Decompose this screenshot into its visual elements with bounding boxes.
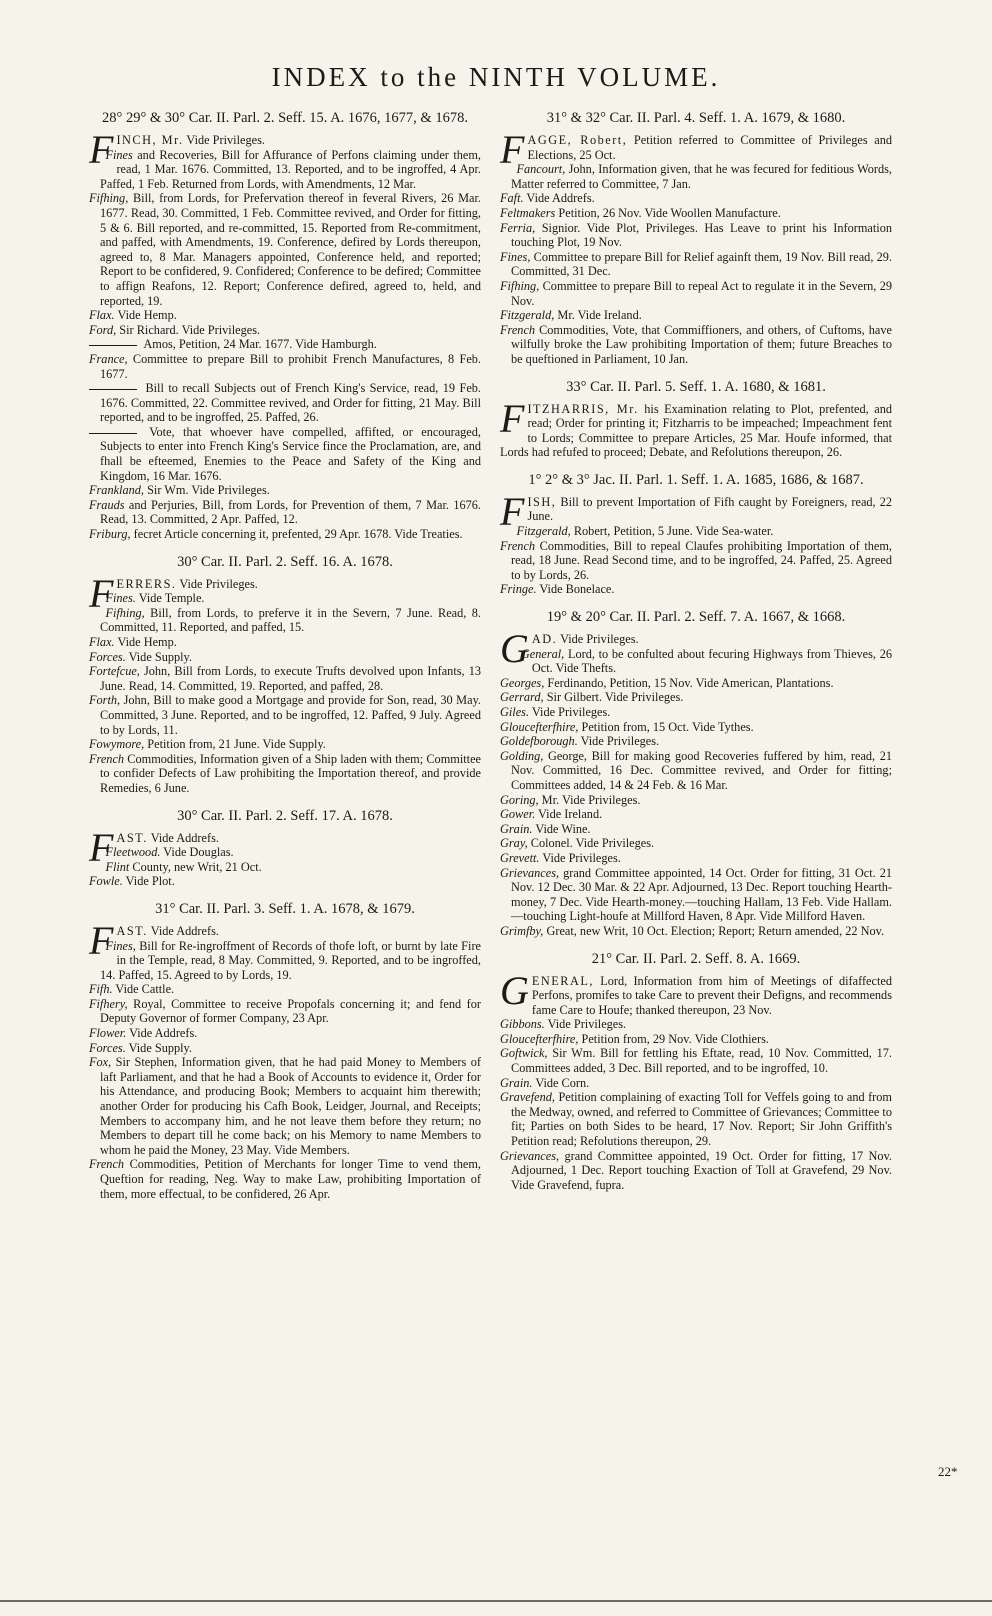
index-entry — [89, 650, 481, 665]
entry-text: Sir Richard. Vide Privileges. — [116, 322, 261, 337]
entry-head: Fines, — [105, 938, 136, 953]
entry-text: Amos, Petition, 24 Mar. 1677. Vide Hamburgh. — [141, 337, 377, 352]
entry-text: Robert, Petition, 5 June. Vide Sea-water. — [570, 524, 774, 539]
index-entry — [89, 498, 481, 527]
entry-text: Vide Addrefs. — [523, 191, 595, 206]
index-entry — [89, 939, 481, 983]
ditto-dash — [89, 433, 137, 434]
index-entry — [500, 279, 892, 308]
entry-text: Vide Ireland. — [535, 807, 603, 822]
index-entry — [89, 982, 481, 997]
entry-text: Royal, Committee to receive Propofals concerning it; and fend for Deputy Governor of former Company, 23 Apr. — [100, 996, 481, 1026]
index-entry — [89, 591, 481, 606]
entry-text: Vide Addrefs. — [147, 923, 219, 938]
index-entry — [89, 425, 481, 483]
index-entry — [89, 148, 481, 192]
entry-head: Grain. — [500, 1075, 533, 1090]
entry-head: Fleetwood. — [105, 845, 161, 860]
entry-head: ITZHARRIS, Mr. — [527, 401, 639, 416]
entry-head: French — [500, 538, 536, 553]
entry-text: Vote, that whoever have compelled, affifted, or encouraged, Subjects to enter into French King's Service fince the Proclamation, are, and fhall be efteemed, Enemies to the Peace and Safety of the King and Kingdom, 16 Mar. 1676. — [100, 424, 481, 483]
entry-head: Frankland, — [89, 483, 144, 498]
index-entry — [500, 749, 892, 793]
entry-text: Vide Addrefs. — [147, 830, 219, 845]
entry-text: and Recoveries, Bill for Affurance of Perfons claiming under them, read, 1 Mar. 1676. Committed, 13. Reported, and to be ingroffed, 4 Apr. Paffed, 1 Feb. Returned from Lords, with Amendments, 12 Mar. — [100, 147, 481, 191]
entry-text: Vide Wine. — [532, 821, 591, 836]
index-entry — [500, 734, 892, 749]
session-heading: 31° Car. II. Parl. 3. Seff. 1. A. 1678, & 1679. — [155, 900, 415, 917]
index-entry — [500, 206, 892, 221]
entry-text: grand Committee appointed, 19 Oct. Order for fitting, 17 Nov. Adjourned, 1 Dec. Report touching Exaction of Toll at Gravefend, 29 Nov. Vide Gravefend, fupra. — [511, 1148, 892, 1192]
entry-text: Committee to prepare Bill for Relief againft them, 19 Nov. Bill read, 29. Committed, 31 Dec. — [511, 249, 892, 279]
index-entry — [500, 582, 892, 597]
entry-text: Committee to prepare Bill to prohibit French Manufactures, 8 Feb. 1677. — [100, 351, 481, 381]
index-entry — [89, 693, 481, 737]
entry-text: Vide Privileges. — [183, 133, 265, 147]
index-entry — [500, 967, 892, 1018]
entry-head: Fowle. — [89, 874, 123, 889]
index-entry — [89, 737, 481, 752]
page-title: INDEX to the NINTH VOLUME. — [271, 62, 721, 92]
entry-head: Gower. — [500, 807, 536, 822]
entry-head: Forces. — [89, 1040, 126, 1055]
index-column-right — [500, 110, 892, 1192]
entry-head: ERRERS. — [116, 576, 177, 591]
entry-text: Mr. Vide Privileges. — [538, 792, 641, 807]
index-entry — [500, 1076, 892, 1091]
entry-head: Grain. — [500, 821, 533, 836]
index-entry — [500, 221, 892, 250]
index-entry — [89, 483, 481, 498]
entry-text: Vide Privileges. — [176, 576, 258, 591]
session-block — [89, 901, 481, 1201]
entry-head: France, — [89, 351, 128, 366]
entry-text: Vide Cattle. — [112, 982, 175, 997]
entry-head: Fines. — [105, 591, 136, 606]
entry-head: Fitzgerald, — [500, 308, 555, 323]
entry-head: Georges, — [500, 675, 545, 690]
entry-text: Sir Gilbert. Vide Privileges. — [543, 690, 684, 705]
index-entry — [89, 527, 481, 542]
entry-head: Feltmakers — [500, 205, 556, 220]
index-entry — [500, 191, 892, 206]
entry-text: Sir Stephen, Information given, that he had paid Money to Members of laft Parliament, and that he had a Book of Accounts to evidence it, Order for his Attendance, and producing Book; Members to acquaint him therewith; another Order for producing his Cafh Book, Leidger, Journal, and Receipts; Members to accompany him, and he not leave them before they return; no Members to depart till he come back; on his Memory to name Members to whom he paid the Money, 23 May. Vide Members. — [100, 1055, 481, 1157]
entry-head: Fringe. — [500, 582, 537, 597]
drop-cap: G — [500, 967, 529, 1013]
entry-head: AD. — [531, 632, 558, 647]
entry-head: Fifhing, — [89, 191, 129, 206]
index-entry — [500, 866, 892, 924]
entry-head: AST. — [116, 923, 148, 938]
entry-text: John, Bill to make good a Mortgage and provide for Son, read, 30 May. Committed, 3 June. Reported, and to be ingroffed, 12. Paffed, 9 July. Agreed to by Lords, 11. — [100, 693, 481, 737]
index-entry — [500, 851, 892, 866]
entry-text: Sir Wm. Bill for fettling his Eftate, read, 10 Nov. Committed, 17. Committees added, 3 Dec. Bill reported, and to be ingroffed, 10. — [511, 1046, 892, 1076]
entry-head: French — [89, 1157, 125, 1172]
index-entry — [89, 997, 481, 1026]
entry-text: fecret Article concerning it, prefented, 29 Apr. 1678. Vide Treaties. — [130, 527, 463, 542]
entry-head: AGGE, Robert, — [527, 133, 628, 147]
entry-text: Vide Bonelace. — [536, 582, 615, 597]
entry-head: Fitzgerald, — [516, 524, 571, 539]
entry-head: Gravefend, — [500, 1090, 555, 1105]
entry-head: Gerrard, — [500, 690, 544, 705]
entry-text: Bill to recall Subjects out of French King's Service, read, 19 Feb. 1676. Committed, 22. Committee revived, and Order for fitting, 21 May. Bill reported, and to be ingroffed, 25. Paffed, 26. — [100, 381, 481, 425]
index-entry — [89, 860, 481, 875]
entry-head: Fowymore, — [89, 737, 145, 752]
entry-text: Commodities, Bill to repeal Claufes prohibiting Importation of them, read, 18 June. Read Second time, and to be ingroffed, 24. Paffed, 25. Agreed to by Lords, 26. — [511, 538, 892, 582]
index-entry — [500, 308, 892, 323]
entry-head: INCH, Mr. — [116, 133, 184, 147]
index-entry — [89, 1157, 481, 1201]
drop-cap: F — [500, 488, 525, 534]
entry-head: Gray, — [500, 836, 528, 851]
index-entry — [500, 793, 892, 808]
entry-head: Forces. — [89, 649, 126, 664]
entry-head: AST. — [116, 830, 148, 845]
entry-text: and Perjuries, Bill, from Lords, for Prevention of them, 7 Mar. 1676. Read, 13. Committed, 2 Apr. Paffed, 12. — [100, 497, 481, 527]
index-entry — [500, 524, 892, 539]
entry-text: Lord, to be confulted about fecuring Highways from Thieves, 26 Oct. Vide Thefts. — [531, 646, 892, 676]
index-entry — [89, 635, 481, 650]
entry-text: John, Information given, that he was fecured for feditious Words, Matter referred to Committee, 7 Jan. — [511, 162, 892, 191]
entry-text: Vide Plot. — [122, 874, 175, 889]
index-entry — [89, 1026, 481, 1041]
index-entry — [500, 807, 892, 822]
entry-text: John, Bill from Lords, to execute Trufts devolved upon Infants, 13 June. Read, 14. Committed, 19. Reported, and paffed, 28. — [100, 664, 481, 693]
entry-text: Petition from, 21 June. Vide Supply. — [144, 737, 326, 752]
index-entry — [89, 337, 481, 352]
entry-head: Golding, — [500, 748, 544, 763]
session-heading: 30° Car. II. Parl. 2. Seff. 16. A. 1678. — [177, 553, 393, 570]
session-heading: 30° Car. II. Parl. 2. Seff. 17. A. 1678. — [177, 807, 393, 824]
entry-head: Fines, — [500, 249, 531, 264]
entry-head: Goldefborough. — [500, 734, 578, 749]
bottom-rule — [0, 1600, 992, 1602]
session-block — [89, 554, 481, 796]
drop-cap: F — [89, 127, 114, 172]
page-number: 22* — [938, 1464, 958, 1479]
session-heading: 1° 2° & 3° Jac. II. Parl. 1. Seff. 1. A. 1685, 1686, & 1687. — [528, 471, 864, 488]
entry-text: Bill to prevent Importation of Fifh caught by Foreigners, read, 22 June. — [527, 494, 892, 524]
entry-head: Gloucefterfhire, — [500, 719, 579, 734]
drop-cap: F — [89, 824, 114, 870]
entry-head: Flax. — [89, 308, 115, 323]
index-entry — [500, 676, 892, 691]
entry-text: Vide Corn. — [532, 1075, 590, 1090]
entry-head: French — [89, 751, 125, 766]
entry-text: Vide Privileges. — [539, 850, 621, 865]
index-entry — [500, 1090, 892, 1148]
index-entry — [500, 924, 892, 939]
session-block — [89, 110, 481, 542]
entry-head: Fox, — [89, 1055, 112, 1070]
entry-text: Bill, from Lords, for Prefervation thereof in feveral Rivers, 26 Mar. 1677. Read, 30. Committed, 1 Feb. Committee revived, and Order for fitting, 5 & 6. Bill reported, and re-committed, 15. Reported from Re-commitment, and paffed, with Amendments, 19. Conference, defired by Lords thereupon, agreed to, 8 Mar. Managers appointed, Conference held, and reported; Report to be confidered, 9. Confidered; Conference to be defired; Committee to affign Reafons, 12. Report; Conference defired, agreed to, held, and reported, 19. — [100, 191, 481, 308]
entry-text: Ferdinando, Petition, 15 Nov. Vide American, Plantations. — [544, 675, 834, 690]
entry-head: Goftwick, — [500, 1046, 548, 1061]
drop-cap: F — [500, 127, 525, 172]
index-entry — [89, 323, 481, 338]
entry-text: Petition referred to Committee of Privileges and Elections, 25 Oct. — [527, 133, 893, 162]
drop-cap: F — [89, 570, 114, 616]
entry-text: Petition from, 15 Oct. Vide Tythes. — [578, 719, 754, 734]
index-entry — [500, 647, 892, 676]
entry-text: Vide Hemp. — [114, 308, 177, 323]
index-entry — [500, 1046, 892, 1075]
entry-text: Vide Addrefs. — [126, 1026, 198, 1041]
entry-head: Grievances, — [500, 1148, 560, 1163]
session-block — [500, 609, 892, 938]
entry-head: Ferria, — [500, 220, 536, 235]
entry-text: Vide Privileges. — [529, 705, 611, 719]
session-block — [500, 472, 892, 597]
entry-text: Vide Temple. — [135, 591, 205, 606]
entry-text: Petition from, 29 Nov. Vide Clothiers. — [578, 1031, 769, 1046]
entry-head: Fifhery, — [89, 996, 128, 1011]
index-entry — [89, 845, 481, 860]
entry-head: ISH, — [527, 494, 557, 509]
entry-head: Ford, — [89, 322, 117, 337]
entry-text: Petition, 26 Nov. Vide Woollen Manufacture. — [555, 205, 781, 220]
entry-text: Vide Supply. — [125, 1040, 192, 1055]
index-entry — [500, 539, 892, 583]
index-entry — [500, 720, 892, 735]
entry-text: Vide Douglas. — [160, 845, 234, 860]
entry-text: Commodities, Petition of Merchants for longer Time to vend them, Queftion for reading, Neg. Way to make Law, prohibiting Importation of them, more effectual, to be confidered, 26 Apr. — [100, 1157, 481, 1201]
entry-head: Frauds — [89, 497, 125, 512]
index-entry — [89, 606, 481, 635]
session-block — [500, 379, 892, 460]
entry-head: Flower. — [89, 1026, 127, 1041]
index-entry — [500, 822, 892, 837]
entry-head: Flax. — [89, 635, 115, 649]
entry-text: Signior. Vide Plot, Privileges. Has Leave to print his Information touching Plot, 19 Nov. — [511, 220, 892, 250]
entry-text: County, new Writ, 21 Oct. — [129, 859, 262, 874]
drop-cap: F — [500, 395, 525, 441]
index-entry — [500, 395, 892, 460]
index-entry — [89, 381, 481, 425]
entry-text: Committee to prepare Bill to repeal Act to regulate it in the Severn, 29 Nov. — [511, 278, 892, 308]
index-entry — [500, 323, 892, 367]
entry-text: his Examination relating to Plot, prefented, and read; Order for printing it; Fitzharris to be impeached; Impeachment fent to Lords; Committee to prepare Articles, 25 Mar. Houfe informed, that Lords had refufed to proceed; Debate, and Refolutions thereupon, 26. — [500, 401, 892, 460]
entry-text: Petition complaining of exacting Toll for Veffels going to and from the Medway, owned, and referred to Committee of Grievances; Committee to fit; Parties on both Sides to be heard, 17 Nov. Report; Sir John Griffith's Petition read; Refolutions thereupon, 29. — [511, 1090, 892, 1149]
session-heading: 21° Car. II. Parl. 2. Seff. 8. A. 1669. — [591, 950, 801, 967]
entry-head: General, — [520, 646, 565, 661]
entry-head: Gloucefterfhire, — [500, 1031, 579, 1046]
drop-cap: F — [89, 917, 114, 963]
entry-text: Vide Supply. — [125, 649, 192, 664]
entry-text: Vide Privileges. — [557, 632, 639, 647]
entry-text: Commodities, Vote, that Commiffioners, and others, of Cuftoms, have wilfully broke the Law prohibiting Importation of them; future Breaches to be queftioned in Parliament, 10 Jan. — [511, 322, 892, 366]
entry-head: Flint — [105, 859, 130, 874]
entry-head: Goring, — [500, 792, 539, 807]
entry-text: Bill, from Lords, to preferve it in the Severn, 7 June. Read, 8. Committed, 11. Reported, and paffed, 15. — [100, 605, 481, 635]
entry-text: Mr. Vide Ireland. — [554, 308, 642, 323]
entry-head: French — [500, 322, 536, 337]
entry-head: Fines — [105, 147, 133, 162]
entry-text: grand Committee appointed, 14 Oct. Order for fitting, 31 Oct. 21 Nov. 12 Dec. 30 Mar. & 22 Apr. Adjourned, 13 Dec. Report touching Hearth-money, 7 Dec. Vide Hearth-money.—touching Hallam, 13 Feb. Vide Hallam. —touching Light-houfe at Millford Haven, 8 Apr. Vide Millford Haven. — [511, 865, 892, 924]
entry-head: Fifh. — [89, 982, 113, 997]
index-entry — [89, 752, 481, 796]
entry-head: Fancourt, — [516, 162, 566, 177]
session-heading: 19° & 20° Car. II. Parl. 2. Seff. 7. A. 1667, & 1668. — [546, 609, 846, 626]
entry-text: Great, new Writ, 10 Oct. Election; Report; Return amended, 22 Nov. — [543, 923, 885, 938]
index-entry — [89, 308, 481, 323]
session-heading: 28° 29° & 30° Car. II. Parl. 2. Seff. 15. A. 1676, 1677, & 1678. — [102, 110, 468, 126]
index-entry — [500, 162, 892, 191]
entry-text: Vide Privileges. — [577, 734, 660, 749]
entry-text: Lord, Information from him of Meetings of difaffected Perfons, promifes to take Care to prevent their Defigns, and recommends fame Care to Houfe; thanked thereupon, 23 Nov. — [531, 973, 892, 1017]
entry-text: Bill for Re-ingroffment of Records of thofe loft, or burnt by late Fire in the Temple, read, 8 May. Committed, 9. Reported, and to be ingroffed, 14. Paffed, 15. Agreed to by Lords, 19. — [100, 938, 481, 982]
entry-head: Fifhing, — [105, 605, 145, 620]
session-heading: 33° Car. II. Parl. 5. Seff. 1. A. 1680, & 1681. — [566, 378, 826, 395]
entry-head: Faft. — [500, 191, 524, 206]
index-entry — [500, 690, 892, 705]
ditto-dash — [89, 345, 137, 346]
index-entry — [500, 1149, 892, 1193]
entry-text: George, Bill for making good Recoveries fuffered by him, read, 21 Nov. Committed, 16 Dec. Committee revived, and Order for fitting; Committees added, 14 & 24 Feb. & 16 Mar. — [511, 748, 892, 792]
entry-text: Colonel. Vide Privileges. — [527, 836, 655, 851]
entry-text: Vide Hemp. — [114, 635, 177, 649]
index-entry — [500, 836, 892, 851]
index-entry — [89, 1041, 481, 1056]
index-column-left — [89, 110, 481, 1201]
entry-head: Grievances, — [500, 865, 560, 880]
session-block — [500, 951, 892, 1193]
index-entry — [89, 1055, 481, 1157]
index-entry — [89, 874, 481, 889]
entry-head: ENERAL, — [531, 973, 594, 988]
entry-head: Grimfby, — [500, 923, 544, 938]
session-block — [500, 110, 892, 367]
entry-head: Fifhing, — [500, 278, 540, 293]
index-entry — [500, 1032, 892, 1047]
entry-text: Commodities, Information given of a Ship laden with them; Committee to confider Defects of Law prohibiting the Importation thereof, and provide Remedies, 6 June. — [100, 751, 481, 795]
session-block — [89, 808, 481, 889]
session-heading: 31° & 32° Car. II. Parl. 4. Seff. 1. A. 1679, & 1680. — [546, 110, 846, 126]
entry-head: Friburg, — [89, 527, 131, 542]
index-entry — [500, 250, 892, 279]
index-entry — [500, 705, 892, 720]
entry-text: Vide Privileges. — [544, 1017, 627, 1032]
index-entry — [89, 664, 481, 693]
entry-head: Gibbons. — [500, 1017, 545, 1032]
entry-head: Fortefcue, — [89, 664, 140, 679]
index-entry — [89, 191, 481, 308]
entry-head: Grevett. — [500, 850, 540, 865]
entry-text: Sir Wm. Vide Privileges. — [144, 483, 270, 498]
index-entry — [500, 1017, 892, 1032]
entry-head: Forth, — [89, 693, 121, 708]
entry-head: Giles. — [500, 705, 530, 719]
index-entry — [89, 352, 481, 381]
ditto-dash — [89, 389, 137, 390]
drop-cap: G — [500, 626, 529, 672]
